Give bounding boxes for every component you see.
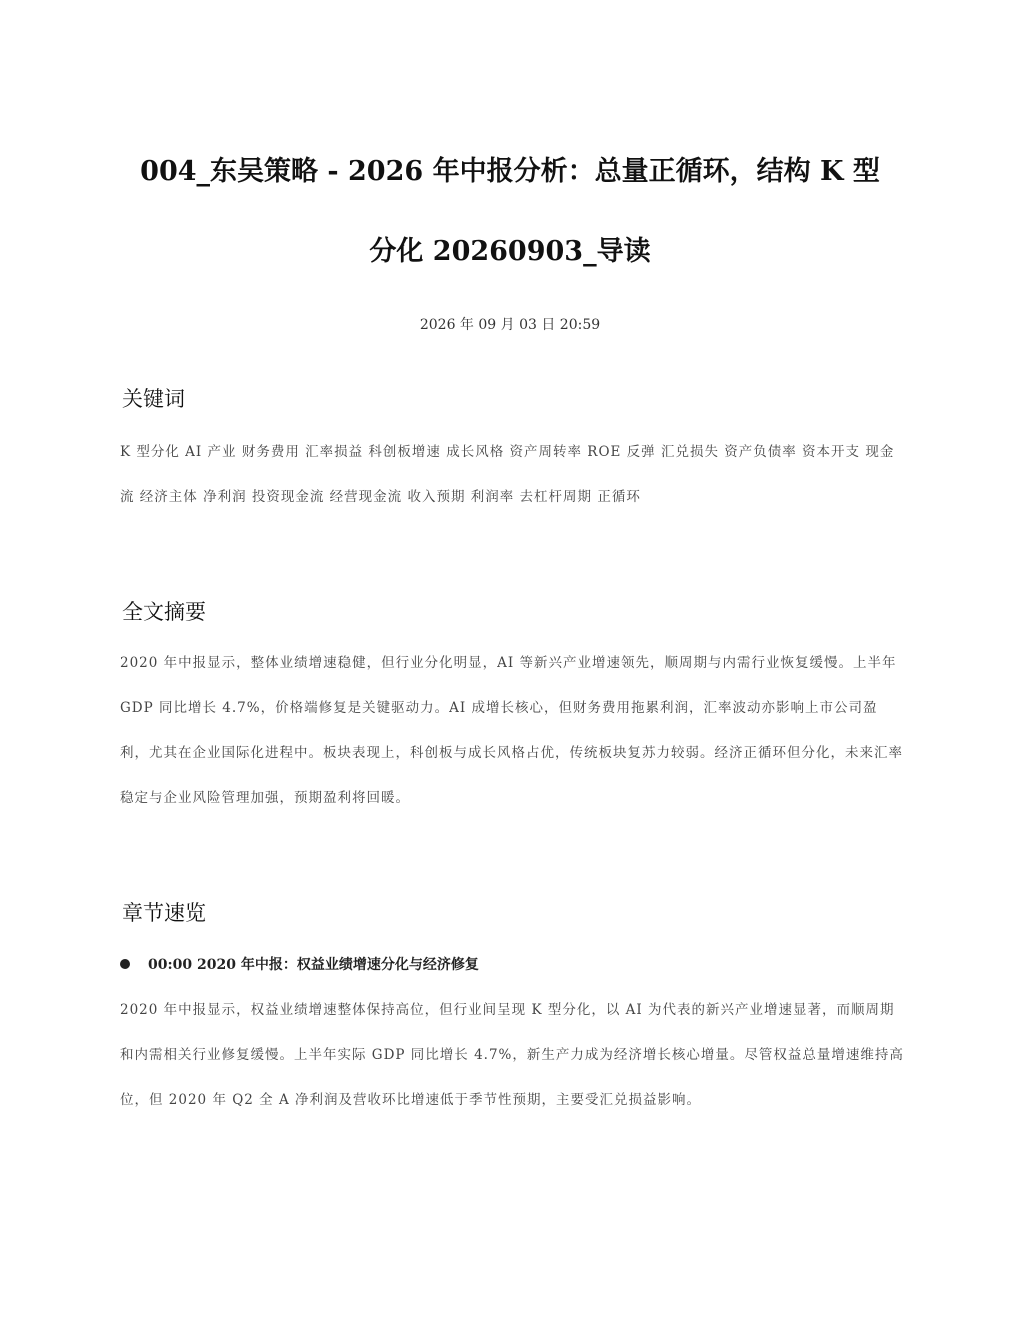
- bullet-icon: [120, 959, 130, 969]
- document-title: [110, 132, 910, 292]
- summary-heading: 全文摘要: [122, 600, 206, 624]
- document-title-line-1: 004_东吴策略 - 2026 年中报分析：总量正循环，结构 K 型: [140, 156, 880, 187]
- chapter-item-title: [120, 954, 479, 974]
- chapter-item-text: 2020 年中报显示，权益业绩增速整体保持高位，但行业间呈现 K 型分化，以 AI 为代表的新兴产业增速显著，而顺周期和内需相关行业修复缓慢。上半年实际 GDP 同比增长 4.7%，新生产力成为经济增长核心增量。尽管权益总量增速维持高位，但 2020 年 Q2 全 A 净利润及营收环比增速低于季节性预期，主要受汇兑损益影响。: [120, 1002, 904, 1108]
- document-date: 2026 年 09 月 03 日 20:59: [419, 317, 601, 333]
- document-title-line-2: 分化 20260903_导读: [369, 236, 651, 267]
- chapters-heading: 章节速览: [122, 901, 206, 925]
- keywords-heading: 关键词: [122, 387, 185, 411]
- keywords-text: K 型分化 AI 产业 财务费用 汇率损益 科创板增速 成长风格 资产周转率 ROE 反弹 汇兑损失 资产负债率 资本开支 现金流 经济主体 净利润 投资现金流 经营现金流 收入预期 利润率 去杠杆周期 正循环: [120, 444, 895, 505]
- summary-text: 2020 年中报显示，整体业绩增速稳健，但行业分化明显，AI 等新兴产业增速领先，顺周期与内需行业恢复缓慢。上半年 GDP 同比增长 4.7%，价格端修复是关键驱动力。AI 成增长核心，但财务费用拖累利润，汇率波动亦影响上市公司盈利，尤其在企业国际化进程中。板块表现上，科创板与成长风格占优，传统板块复苏力较弱。经济正循环但分化，未来汇率稳定与企业风险管理加强，预期盈利将回暖。: [120, 655, 903, 806]
- chapter-title-text: 00:00 2020 年中报：权益业绩增速分化与经济修复: [148, 957, 479, 973]
